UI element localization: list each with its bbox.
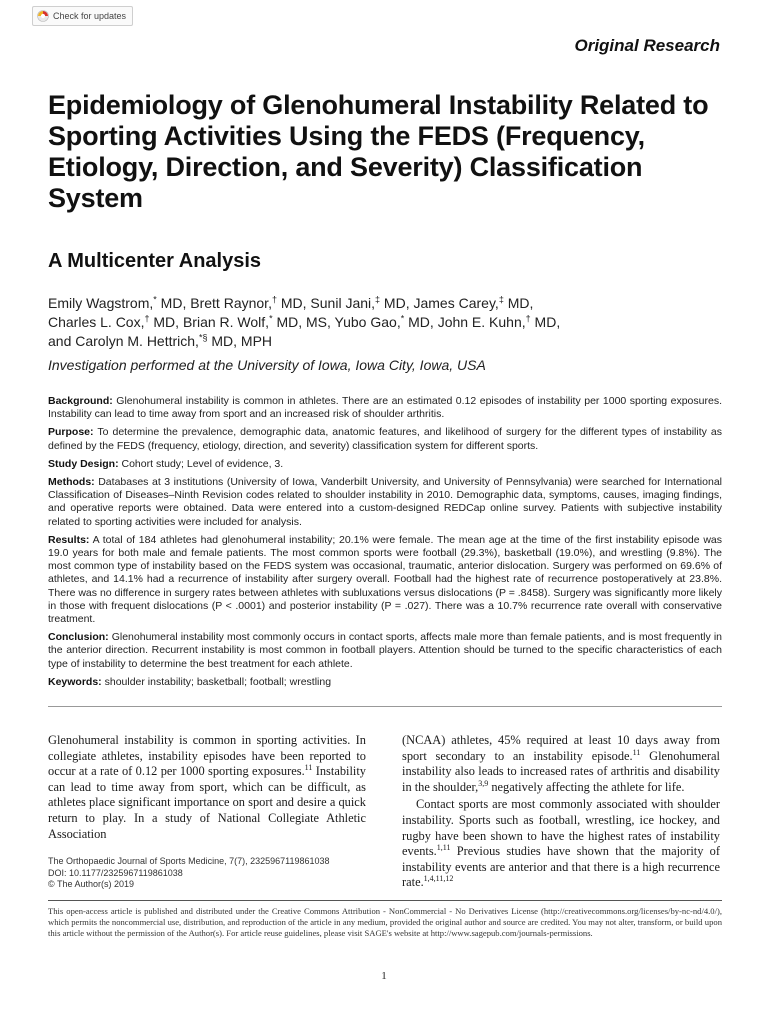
author-8: John E. Kuhn,† MD, xyxy=(437,313,561,330)
abstract-study-design: Study Design: Cohort study; Level of evidence, 3. xyxy=(48,457,284,470)
author-5: Charles L. Cox,† MD, xyxy=(48,313,183,330)
page-number: 1 xyxy=(381,970,387,982)
author-2: Brett Raynor,† MD, xyxy=(190,294,311,311)
reference-link[interactable]: 1,11 xyxy=(436,843,451,853)
copyright: © The Author(s) 2019 xyxy=(48,879,135,889)
doi-link[interactable]: DOI: 10.1177/2325967119861038 xyxy=(48,867,183,878)
reference-link[interactable]: 11 xyxy=(304,763,313,773)
article-subtitle: A Multicenter Analysis xyxy=(48,250,262,272)
author-9: and Carolyn M. Hettrich,*§ MD, MPH xyxy=(48,332,273,349)
citation-block xyxy=(48,856,366,891)
body-paragraph: Contact sports are most commonly associated with shoulder instability. Sports such as football, wrestling, ice hockey, and rugby have been shown to have the highest rates of instability events.$^{1,11}$ Previous studies have shown that the majority of instability events are anterior and that there is a high recurrence rate.$^{1,4,11,12}$ xyxy=(402,797,720,890)
abstract-background: Background: Glenohumeral instability is common in athletes. There are an estimated 0.12 episodes of instability per 1000 sporting exposures. Instability can lead to time away from sport and an increased risk of shoulder arthritis. xyxy=(48,395,722,421)
abstract-divider xyxy=(48,706,722,707)
abstract-conclusion: Conclusion: Glenohumeral instability most commonly occurs in contact sports, affects male more than female patients, and is most frequently in the anterior direction. Recurrent instability is most common in football players. Attention should be turned to the specific characteristics of each type of instability to determine the best treatment for each athlete. xyxy=(48,631,722,670)
author-6: Brian R. Wolf,* MD, MS, xyxy=(182,313,335,330)
author-list xyxy=(48,294,728,351)
reference-link[interactable]: 1,4,11,12 xyxy=(423,874,454,884)
journal-citation: The Orthopaedic Journal of Sports Medicine, 7(7), 2325967119861038 xyxy=(48,856,330,866)
abstract-purpose: Purpose: To determine the prevalence, demographic data, anatomic features, and likelihood of surgery for the different types of instability as defined by the FEDS (frequency, etiology, direction, and severity) classification system for different sports. xyxy=(48,426,722,452)
abstract-results: Results: A total of 184 athletes had glenohumeral instability; 20.1% were female. The mean age at the time of the first instability episode was 19.0 years for both male and female patients. The most common sports were football (29.3%), basketball (19.0%), and wrestling (9.8%). The most common type of instability based on the FEDS system was occasional, traumatic, anterior dislocation. Surgery was performed on 69.6% of athletes, and 14.1% had a recurrence of instability after surgery overall. Football had the highest rate of recurrence postoperatively at 23.8%. There was no difference in surgery rates between athletes with subluxations versus dislocations (P = .8458). Surgery was significantly more likely in those with frequent dislocations (P < .0001) and posterior instability (P = .027). There was a 10.7% recurrence rate overall with conservative treatment. xyxy=(48,533,722,626)
section-label: Original Research xyxy=(574,36,720,55)
check-for-updates-badge[interactable] xyxy=(32,6,133,26)
affiliation: Investigation performed at the University of Iowa, Iowa City, Iowa, USA xyxy=(48,357,486,373)
author-3: Sunil Jani,‡ MD, xyxy=(310,294,414,311)
author-7: Yubo Gao,* MD, xyxy=(334,313,438,330)
author-4: James Carey,‡ MD, xyxy=(413,294,534,311)
body-column-left xyxy=(48,733,366,842)
reference-link[interactable]: 3,9 xyxy=(478,778,489,788)
abstract xyxy=(48,395,722,694)
license-notice: This open-access article is published and distributed under the Creative Commons Attribution - NonCommercial - No Derivatives License (http://creativecommons.org/licenses/by-nc-nd/4.0/), which permits the noncommercial use, distribution, and reproduction of the article in any medium, provided the original author and source are credited. You may not alter, transform, or build upon this article without the permission of the Author(s). For article reuse guidelines, please visit SAGE's website at http://www.sagepub.com/journals-permissions. xyxy=(48,906,722,939)
crossmark-icon xyxy=(37,10,49,22)
author-1: Emily Wagstrom,* MD, xyxy=(48,294,191,311)
body-column-right xyxy=(402,733,720,891)
check-for-updates-label: Check for updates xyxy=(53,11,127,21)
abstract-methods: Methods: Databases at 3 institutions (University of Iowa, Vanderbilt University, and University of Pennsylvania) were searched for International Classification of Diseases–Ninth Revision codes related to shoulder instability in 2010. Demographic data, symptoms, causes, imaging findings, and operative reports were obtained. Data were entered into a custom-designed REDCap online survey. Patients with subjective instability related to sporting activities were included for analysis. xyxy=(48,476,722,528)
body-paragraph: (NCAA) athletes, 45% required at least 10 days away from sport secondary to an instability episode.$^{11}$ Glenohumeral instability also leads to increased rates of arthritis and disability in the shoulder,$^{3,9}$ negatively affecting the athlete for life. xyxy=(402,733,720,794)
article-title: Epidemiology of Glenohumeral Instability Related to Sporting Activities Using the FEDS (Frequency, Etiology, Direction, and Severity) Classification System xyxy=(48,90,709,213)
body-paragraph: Glenohumeral instability is common in sporting activities. In collegiate athletes, instability episodes have been reported to occur at a rate of 0.12 per 1000 sporting exposures.$^{11}$ Instability can lead to time away from sport, which can be difficult, as athletes place significant importance on sport and desire a quick return to play. In a study of National Collegiate Athletic Association xyxy=(48,733,366,841)
license-divider xyxy=(48,900,722,901)
reference-link[interactable]: 11 xyxy=(632,747,641,757)
abstract-keywords: Keywords: shoulder instability; basketball; football; wrestling xyxy=(48,675,332,688)
